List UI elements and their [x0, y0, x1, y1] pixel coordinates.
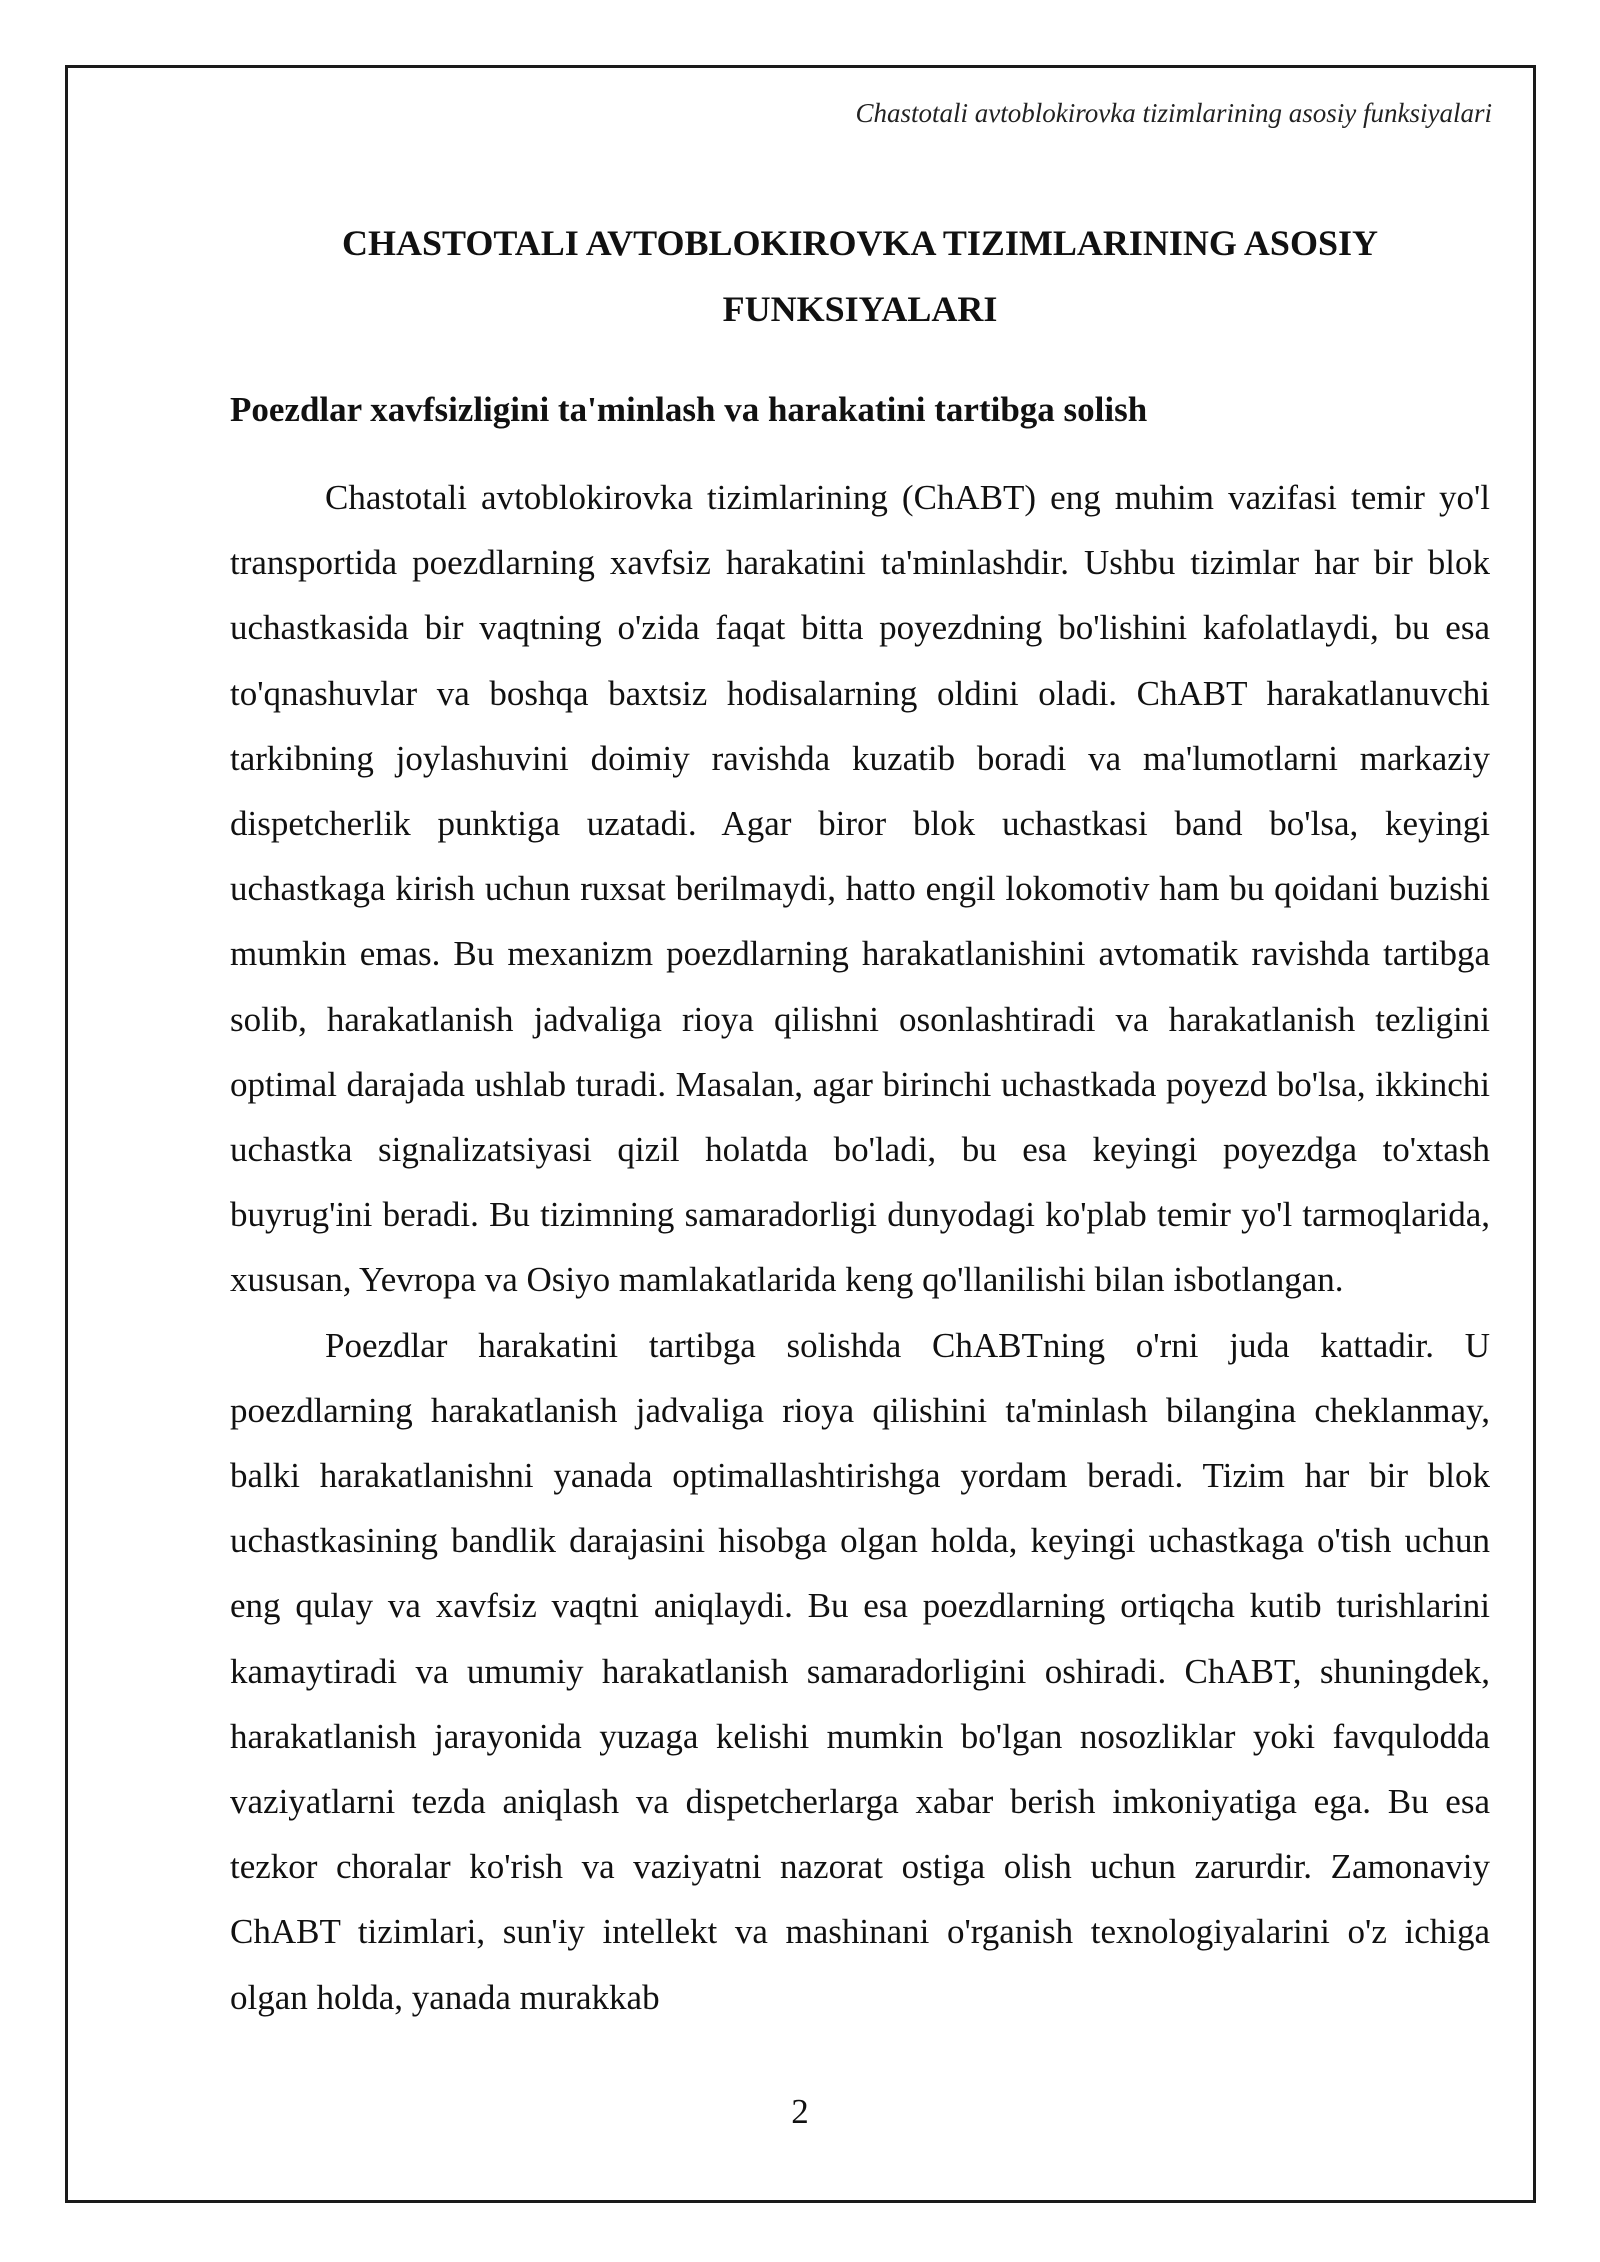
running-header: Chastotali avtoblokirovka tizimlarining asosiy funksiyalari	[855, 98, 1492, 128]
paragraph-2: Poezdlar harakatini tartibga solishda ChABTning o'rni juda kattadir. U poezdlarning harakatlanish jadvaliga rioya qilishini ta'minlash bilangina cheklanmay, balki harakatlanishni yanada optimallashtirishga yordam beradi. Tizim har bir blok uchastkasining bandlik darajasini hisobga olgan holda, keyingi uchastkaga o'tish uchun eng qulay va xavfsiz vaqtni aniqlaydi. Bu esa poezdlarning ortiqcha kutib turishlarini kamaytiradi va umumiy harakatlanish samaradorligini oshiradi. ChABT, shuningdek, harakatlanish jarayonida yuzaga kelishi mumkin bo'lgan nosozliklar yoki favqulodda vaziyatlarni tezda aniqlash va dispetcherlarga xabar berish imkoniyatiga ega. Bu esa tezkor choralar ko'rish va vaziyatni nazorat ostiga olish uchun zarurdir. Zamonaviy ChABT tizimlari, sun'iy intellekt va mashinani o'rganish texnologiyalarini o'z ichiga olgan holda, yanada murakkab	[230, 1325, 1490, 2017]
paragraph-1: Chastotali avtoblokirovka tizimlarining (ChABT) eng muhim vazifasi temir yo'l transportida poezdlarning xavfsiz harakatini ta'minlashdir. Ushbu tizimlar har bir blok uchastkasida bir vaqtning o'zida faqat bitta poyezdning bo'lishini kafolatlaydi, bu esa to'qnashuvlar va boshqa baxtsiz hodisalarning oldini oladi. ChABT harakatlanuvchi tarkibning joylashuvini doimiy ravishda kuzatib boradi va ma'lumotlarni markaziy dispetcherlik punktiga uzatadi. Agar biror blok uchastkasi band bo'lsa, keyingi uchastkaga kirish uchun ruxsat berilmaydi, hatto engil lokomotiv ham bu qoidani buzishi mumkin emas. Bu mexanizm poezdlarning harakatlanishini avtomatik ravishda tartibga solib, harakatlanish jadvaliga rioya qilishni osonlashtiradi va harakatlanish tezligini optimal darajada ushlab turadi. Masalan, agar birinchi uchastkada poyezd bo'lsa, ikkinchi uchastka signalizatsiyasi qizil holatda bo'ladi, bu esa keyingi poyezdga to'xtash buyrug'ini beradi. Bu tizimning samaradorligi dunyodagi ko'plab temir yo'l tarmoqlarida, xususan, Yevropa va Osiyo mamlakatlarida keng qo'llanilishi bilan isbotlangan.	[230, 478, 1490, 1300]
section-heading: Poezdlar xavfsizligini ta'minlash va harakatini tartibga solish	[230, 390, 1148, 429]
body-text	[230, 465, 1490, 2030]
document-title: CHASTOTALI AVTOBLOKIROVKA TIZIMLARINING ASOSIY FUNKSIYALARI	[342, 223, 1378, 329]
page-number: 2	[791, 2092, 809, 2131]
